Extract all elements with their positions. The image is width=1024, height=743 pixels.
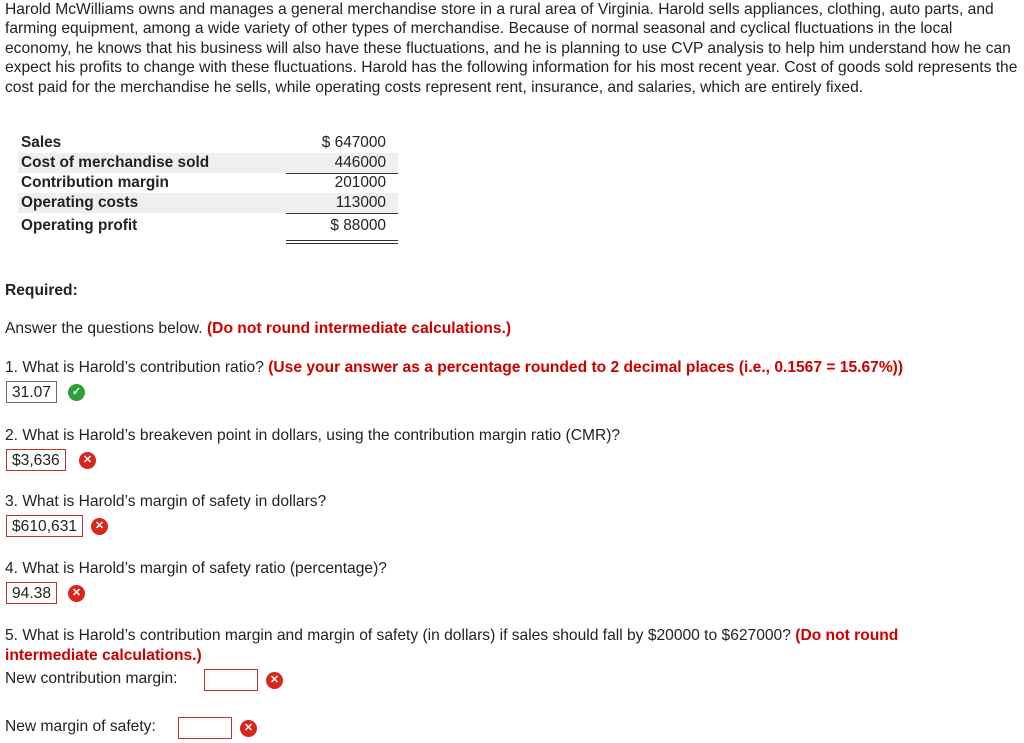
- question-3: 3. What is Harold’s margin of safety in dollars?: [5, 493, 327, 510]
- answer-1-field[interactable]: 31.07: [6, 381, 57, 403]
- x-circle-icon: ✕: [79, 452, 96, 469]
- required-heading: Required:: [5, 282, 78, 299]
- subtotal-rule: [286, 173, 398, 174]
- x-circle-icon: ✕: [91, 518, 108, 535]
- statement-row-contribution-margin: [18, 173, 398, 193]
- statement-value: $ 647000: [321, 134, 386, 151]
- question-2: 2. What is Harold’s breakeven point in dollars, using the contribution margin ratio (CMR)?: [5, 427, 621, 444]
- statement-row-operating-profit: [18, 213, 398, 239]
- statement-label: Contribution margin: [21, 174, 169, 191]
- question-5-text: 5. What is Harold’s contribution margin and margin of safety (in dollars) if sales should fall by $20000 to $627000?: [5, 627, 791, 644]
- answer-3-field[interactable]: $610,631: [6, 515, 83, 537]
- income-statement: [18, 133, 398, 239]
- statement-row-operating-costs: [18, 193, 398, 213]
- total-double-rule-bottom: [286, 243, 398, 244]
- statement-label: Operating profit: [21, 217, 138, 234]
- instructions: [5, 320, 511, 338]
- statement-label: Cost of merchandise sold: [21, 154, 210, 171]
- answer-4-field[interactable]: 94.38: [6, 582, 57, 604]
- question-5-note: (Do not round: [795, 627, 899, 644]
- statement-label: Sales: [21, 134, 62, 151]
- statement-value: 113000: [335, 194, 386, 211]
- statement-value: 446000: [334, 154, 386, 171]
- x-circle-icon: ✕: [240, 720, 257, 737]
- problem-intro: Harold McWilliams owns and manages a general merchandise store in a rural area of Virginia. Harold sells appliances, clothing, auto parts, and farming equipment, among a wide variety of other types of merchandise. Because of normal seasonal and cyclical fluctuations in the local economy, he knows that his business will also have these fluctuations, and he is planning to use CVP analysis to help him understand how he can expect his profits to change with these fluctuations. Harold has the following information for his most recent year. Cost of goods sold represents the cost paid for the merchandise he sells, while operating costs represent rent, insurance, and salaries, which are entirely fixed.: [5, 1, 1018, 96]
- instructions-text: Answer the questions below.: [5, 320, 203, 337]
- new-margin-of-safety-input[interactable]: [178, 717, 232, 739]
- statement-label: Operating costs: [21, 194, 139, 211]
- answer-2-field[interactable]: $3,636: [6, 449, 66, 471]
- new-contribution-margin-input[interactable]: [204, 669, 258, 691]
- question-5: [5, 627, 898, 645]
- new-contribution-margin-label: New contribution margin:: [5, 670, 178, 687]
- question-1-text: 1. What is Harold’s contribution ratio?: [5, 359, 264, 376]
- x-circle-icon: ✕: [266, 672, 283, 689]
- statement-row-cogs: [18, 153, 398, 173]
- check-circle-icon: ✓: [68, 384, 85, 401]
- question-1-note: (Use your answer as a percentage rounded to 2 decimal places (i.e., 0.1567 = 15.67%)): [268, 359, 904, 376]
- question-1: [5, 359, 903, 377]
- total-double-rule-top: [286, 240, 398, 241]
- statement-value: $ 88000: [330, 217, 386, 234]
- instructions-note: (Do not round intermediate calculations.): [206, 320, 512, 337]
- x-circle-icon: ✕: [68, 585, 85, 602]
- statement-value: 201000: [334, 174, 386, 191]
- question-4: 4. What is Harold’s margin of safety ratio (percentage)?: [5, 560, 387, 577]
- question-5-note-continued: intermediate calculations.): [5, 647, 202, 664]
- statement-row-sales: [18, 133, 398, 153]
- new-margin-of-safety-label: New margin of safety:: [5, 718, 156, 735]
- subtotal-rule: [286, 213, 398, 214]
